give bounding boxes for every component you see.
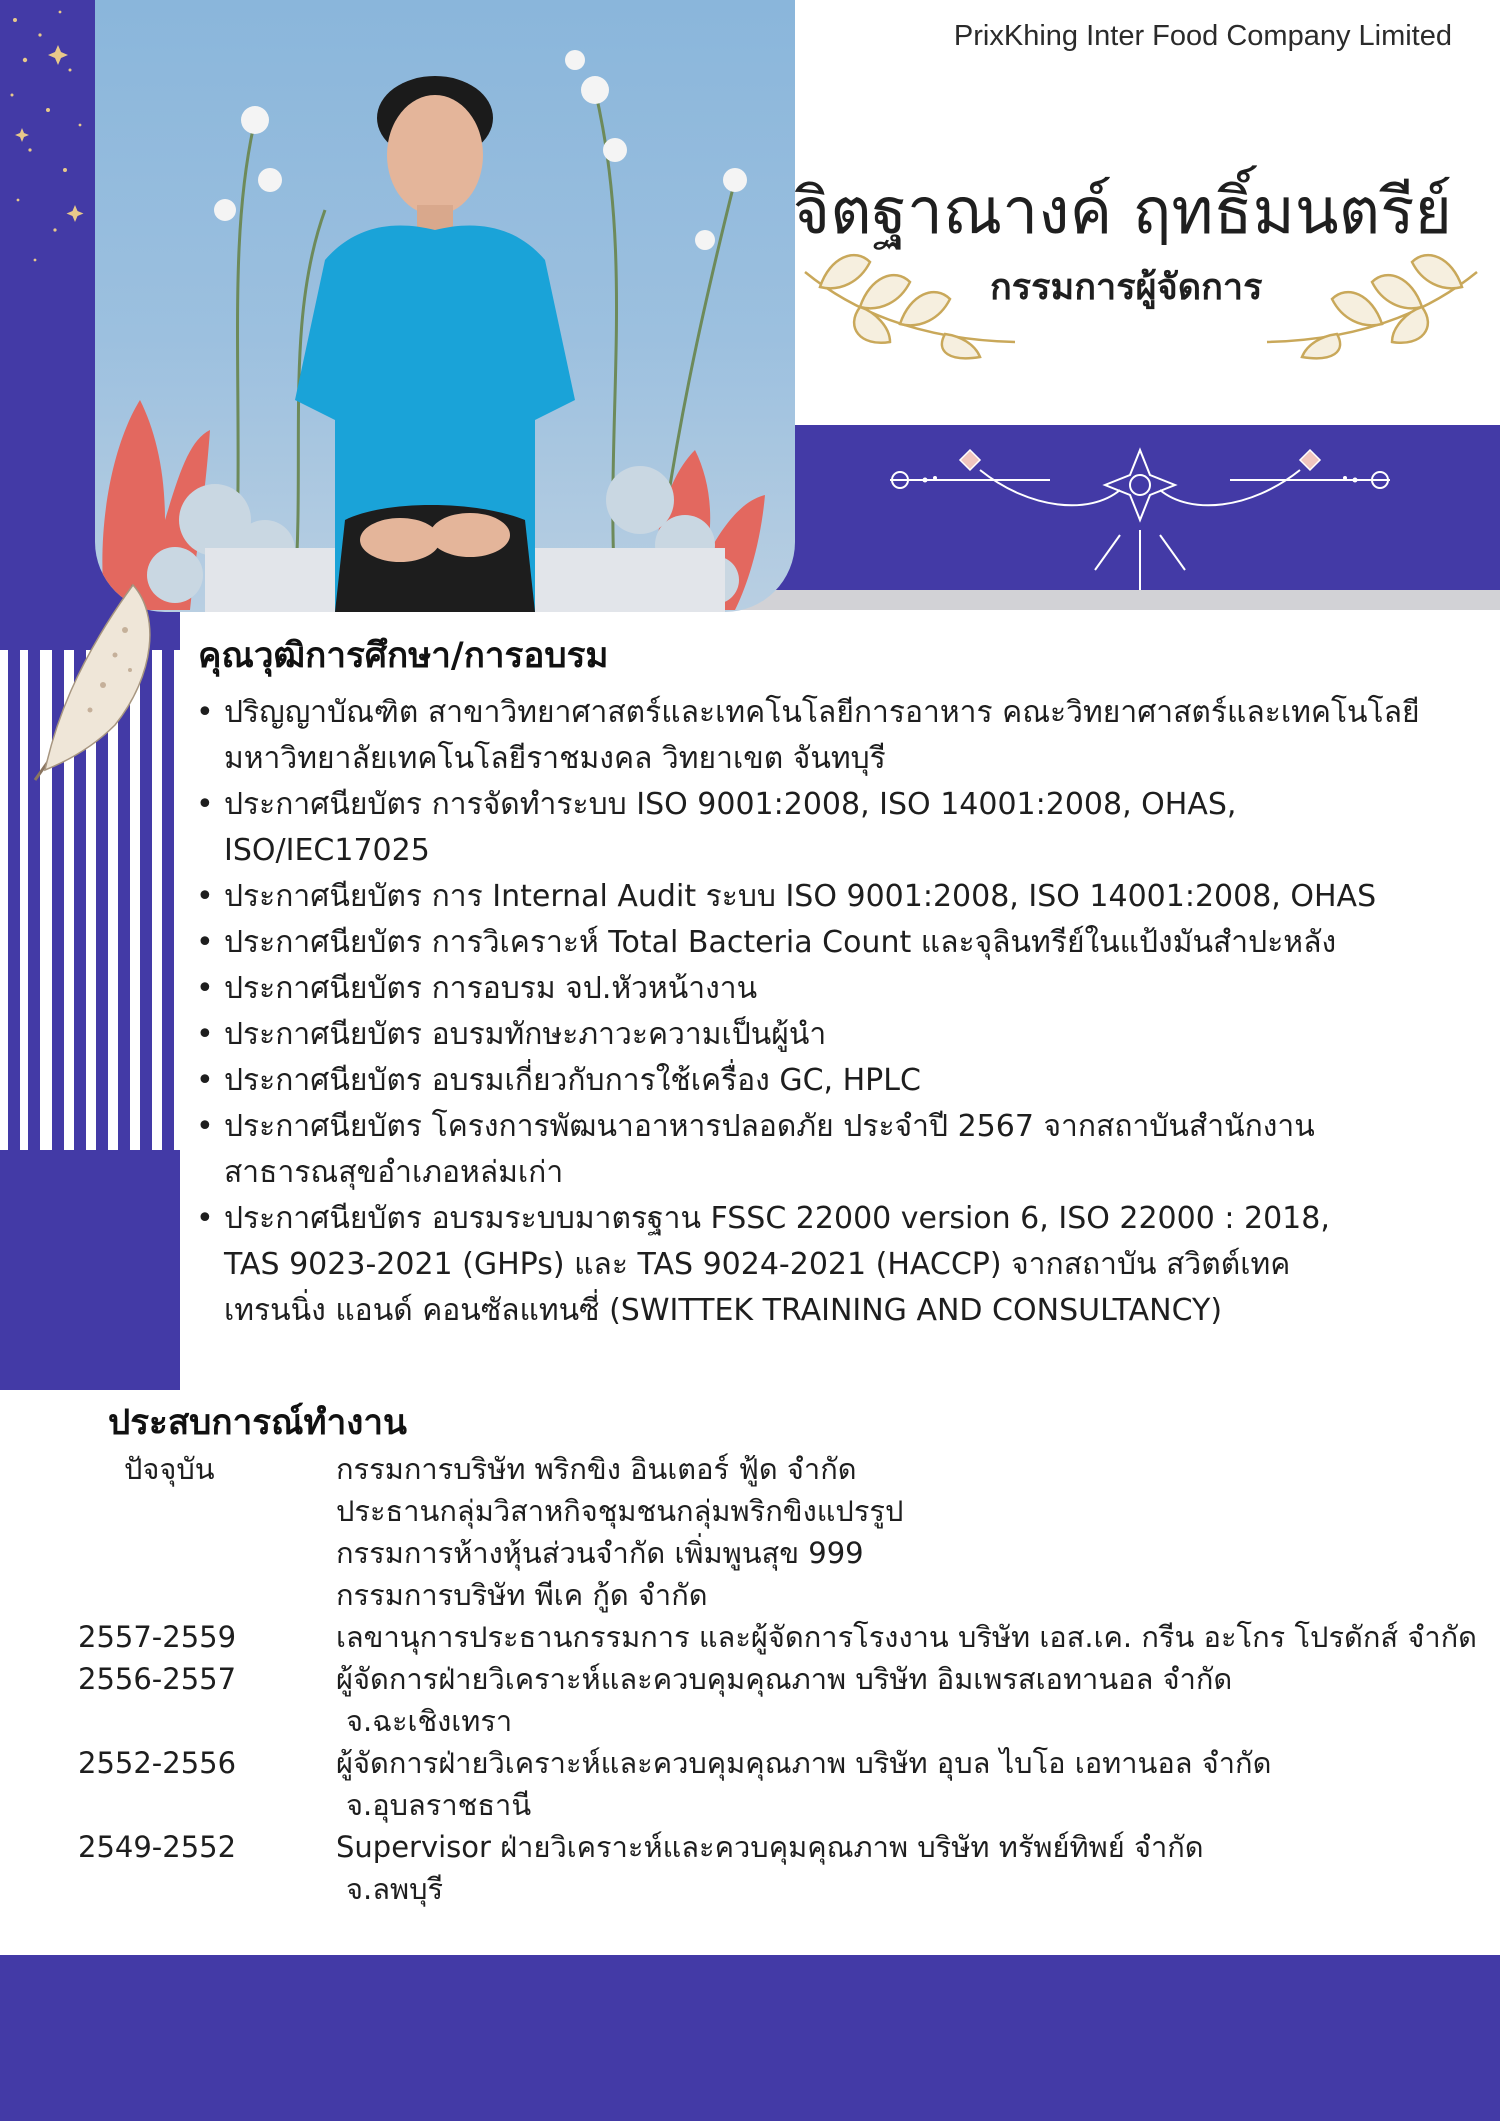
list-item-line: • ประกาศนียบัตร โครงการพัฒนาอาหารปลอดภัย ประจำปี 2567 จากสถาบันสำนักงาน: [224, 1109, 1315, 1144]
experience-line: กรรมการบริษัท พีเค กู้ด จำกัด: [336, 1578, 708, 1612]
list-item: [196, 1012, 1466, 1058]
list-item-line: • ประกาศนียบัตร การ Internal Audit ระบบ ISO 9001:2008, ISO 14001:2008, OHAS: [224, 879, 1377, 914]
list-item-line: • ประกาศนียบัตร อบรมเกี่ยวกับการใช้เครื่อง GC, HPLC: [224, 1063, 921, 1098]
list-item-line: • ประกาศนียบัตร อบรมระบบมาตรฐาน FSSC 22000 version 6, ISO 22000 : 2018,: [224, 1201, 1330, 1236]
list-item-line: TAS 9023-2021 (GHPs) และ TAS 9024-2021 (HACCP) จากสถาบัน สวิตต์เทค: [224, 1247, 1291, 1282]
feather-icon: [15, 575, 165, 795]
footer-band: [0, 1955, 1500, 2121]
list-item-line: ISO/IEC17025: [224, 833, 430, 868]
list-item: [196, 1104, 1466, 1196]
experience-line: จ.ลพบุรี: [346, 1872, 444, 1906]
list-item-line: • ปริญญาบัณฑิต สาขาวิทยาศาสตร์และเทคโนโลยีการอาหาร คณะวิทยาศาสตร์และเทคโนโลยี: [224, 695, 1420, 730]
list-item: [196, 782, 1466, 874]
experience-period: ปัจจุบัน: [124, 1452, 215, 1486]
experience-line: กรรมการบริษัท พริกขิง อินเตอร์ ฟู้ด จำกัด: [336, 1452, 857, 1486]
sparkle-icon: [0, 0, 95, 300]
list-item-line: • ประกาศนียบัตร การจัดทำระบบ ISO 9001:2008, ISO 14001:2008, OHAS,: [224, 787, 1237, 822]
company-name: PrixKhing Inter Food Company Limited: [953, 20, 1452, 52]
experience-period: 2557-2559: [78, 1620, 237, 1654]
list-item: [196, 920, 1466, 966]
experience-line: ประธานกลุ่มวิสาหกิจชุมชนกลุ่มพริกขิงแปรรูป: [336, 1494, 904, 1528]
list-item: [196, 874, 1466, 920]
list-item: [196, 1058, 1466, 1104]
experience-period: 2552-2556: [78, 1746, 237, 1780]
list-item-line: เทรนนิ่ง แอนด์ คอนซัลแทนซี่ (SWITTEK TRAINING AND CONSULTANCY): [224, 1293, 1223, 1328]
experience-line: ผู้จัดการฝ่ายวิเคราะห์และควบคุมคุณภาพ บริษัท อิมเพรสเอทานอล จำกัด: [336, 1662, 1233, 1696]
list-item-line: มหาวิทยาลัยเทคโนโลยีราชมงคล วิทยาเขต จันทบุรี: [224, 741, 886, 776]
education-heading: คุณวุฒิการศึกษา/การอบรม: [198, 636, 609, 676]
list-item-line: สาธารณสุขอำเภอหล่มเก่า: [224, 1155, 564, 1190]
experience-details: [336, 1448, 1488, 1616]
experience-details: [336, 1742, 1488, 1826]
experience-entry: [78, 1616, 1488, 1658]
list-item-line: • ประกาศนียบัตร อบรมทักษะภาวะความเป็นผู้นำ: [224, 1017, 827, 1052]
experience-line: Supervisor ฝ่ายวิเคราะห์และควบคุมคุณภาพ บริษัท ทรัพย์ทิพย์ จำกัด: [336, 1830, 1204, 1864]
list-item: [196, 966, 1466, 1012]
list-item: [196, 690, 1466, 782]
experience-entry: [78, 1742, 1488, 1826]
experience-entry: [78, 1826, 1488, 1910]
experience-details: [336, 1616, 1488, 1658]
experience-line: จ.ฉะเชิงเทรา: [346, 1704, 513, 1738]
experience-details: [336, 1826, 1488, 1910]
list-item-line: • ประกาศนียบัตร การวิเคราะห์ Total Bacteria Count และจุลินทรีย์ในแป้งมันสำปะหลัง: [224, 925, 1337, 960]
experience-line: จ.อุบลราชธานี: [346, 1788, 532, 1822]
person-name: จิตฐาณางค์ ฤทธิ์มนตรีย์: [792, 175, 1452, 249]
education-list: [196, 690, 1466, 1334]
experience-list: [78, 1448, 1488, 1910]
ornament-icon: [870, 430, 1410, 590]
experience-entry: [78, 1448, 1488, 1616]
experience-line: ผู้จัดการฝ่ายวิเคราะห์และควบคุมคุณภาพ บริษัท อุบล ไบโอ เอทานอล จำกัด: [336, 1746, 1272, 1780]
list-item-line: • ประกาศนียบัตร การอบรม จป.หัวหน้างาน: [224, 971, 758, 1006]
portrait-photo: [95, 0, 795, 612]
experience-line: กรรมการห้างหุ้นส่วนจำกัด เพิ่มพูนสุข 999: [336, 1536, 864, 1570]
experience-line: เลขานุการประธานกรรมการ และผู้จัดการโรงงาน บริษัท เอส.เค. กรีน อะโกร โปรดักส์ จำกัด: [336, 1620, 1478, 1654]
experience-period: 2556-2557: [78, 1662, 237, 1696]
experience-heading: ประสบการณ์ทำงาน: [108, 1403, 407, 1443]
experience-period: 2549-2552: [78, 1830, 237, 1864]
person-title: กรรมการผู้จัดการ: [990, 267, 1263, 308]
experience-details: [336, 1658, 1488, 1742]
list-item: [196, 1196, 1466, 1334]
experience-entry: [78, 1658, 1488, 1742]
